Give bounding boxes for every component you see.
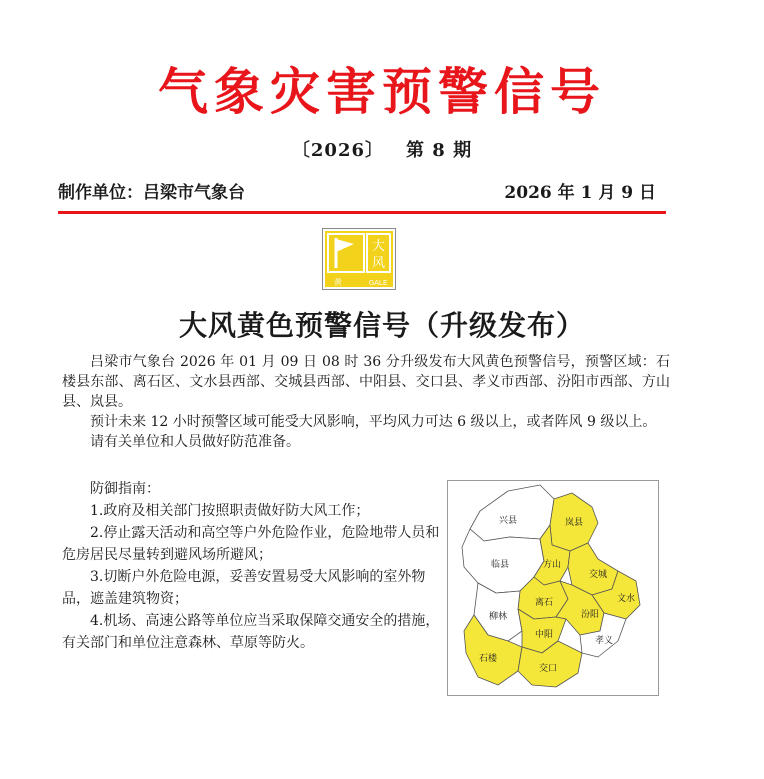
map-label-xiaoyi: 孝义 bbox=[594, 636, 614, 646]
map-label-jiaocheng: 交城 bbox=[588, 570, 608, 580]
map-label-zhongyang: 中阳 bbox=[534, 630, 554, 640]
map-label-linxian: 临县 bbox=[490, 560, 510, 570]
meta-row bbox=[58, 178, 662, 206]
map-label-fenyang: 汾阳 bbox=[580, 610, 600, 620]
warning-area-map bbox=[447, 480, 659, 696]
guide-item: 1.政府及相关部门按照职责做好防大风工作； bbox=[90, 503, 370, 519]
guide-heading: 防御指南： bbox=[90, 481, 160, 497]
warning-title: 大风黄色预警信号（升级发布） bbox=[178, 309, 585, 342]
issue-number: 第 8 期 bbox=[406, 140, 473, 161]
issue-line bbox=[0, 136, 764, 162]
issue-year: 〔2026〕 bbox=[291, 140, 385, 161]
guide-item: 2.停止露天活动和高空等户外危险作业，危险地带人员和危房居民尽量转到避风场所避风； bbox=[62, 525, 440, 563]
signal-label-left: 黄 bbox=[334, 278, 342, 287]
issue-date: 2026 年 1 月 9 日 bbox=[504, 183, 656, 203]
producer: 制作单位：吕梁市气象台 bbox=[58, 183, 245, 203]
map-label-jiaokou: 交口 bbox=[538, 664, 558, 674]
document-title: 气象灾害预警信号 bbox=[158, 62, 606, 121]
warning-paragraph: 请有关单位和人员做好防范准备。 bbox=[90, 434, 300, 450]
signal-char-bottom: 风 bbox=[371, 256, 386, 271]
county-xingxian bbox=[470, 485, 554, 541]
map-label-wenshui: 文水 bbox=[616, 594, 636, 604]
signal-char-top: 大 bbox=[371, 239, 386, 254]
guide-item: 3.切断户外危险电源，妥善安置易受大风影响的室外物品，遮盖建筑物资； bbox=[62, 569, 426, 607]
map-label-lishi: 离石 bbox=[534, 598, 554, 608]
signal-label-right: GALE bbox=[368, 279, 388, 287]
warning-paragraph: 预计未来 12 小时预警区域可能受大风影响，平均风力可达 6 级以上，或者阵风 9 级以上。 bbox=[90, 414, 657, 430]
yellow-gale-warning-icon bbox=[322, 228, 396, 290]
warning-paragraph: 吕梁市气象台 2026 年 01 月 09 日 08 时 36 分升级发布大风黄色预警信号，预警区域：石楼县东部、离石区、文水县西部、交城县西部、中阳县、交口县、孝义市西部、汾阳市西部、方山县、岚县。 bbox=[62, 354, 670, 410]
map-label-shilou: 石楼 bbox=[478, 654, 498, 664]
guide-item: 4.机场、高速公路等单位应当采取保障交通安全的措施，有关部门和单位注意森林、草原等防火。 bbox=[62, 613, 440, 651]
header-divider bbox=[58, 211, 666, 214]
defense-guide bbox=[62, 478, 442, 654]
map-label-fangshan: 方山 bbox=[542, 560, 562, 570]
warning-body bbox=[62, 352, 670, 452]
map-label-lanxian: 岚县 bbox=[564, 518, 584, 528]
map-label-liulin: 柳林 bbox=[488, 612, 508, 622]
map-label-xingxian: 兴县 bbox=[498, 516, 518, 526]
